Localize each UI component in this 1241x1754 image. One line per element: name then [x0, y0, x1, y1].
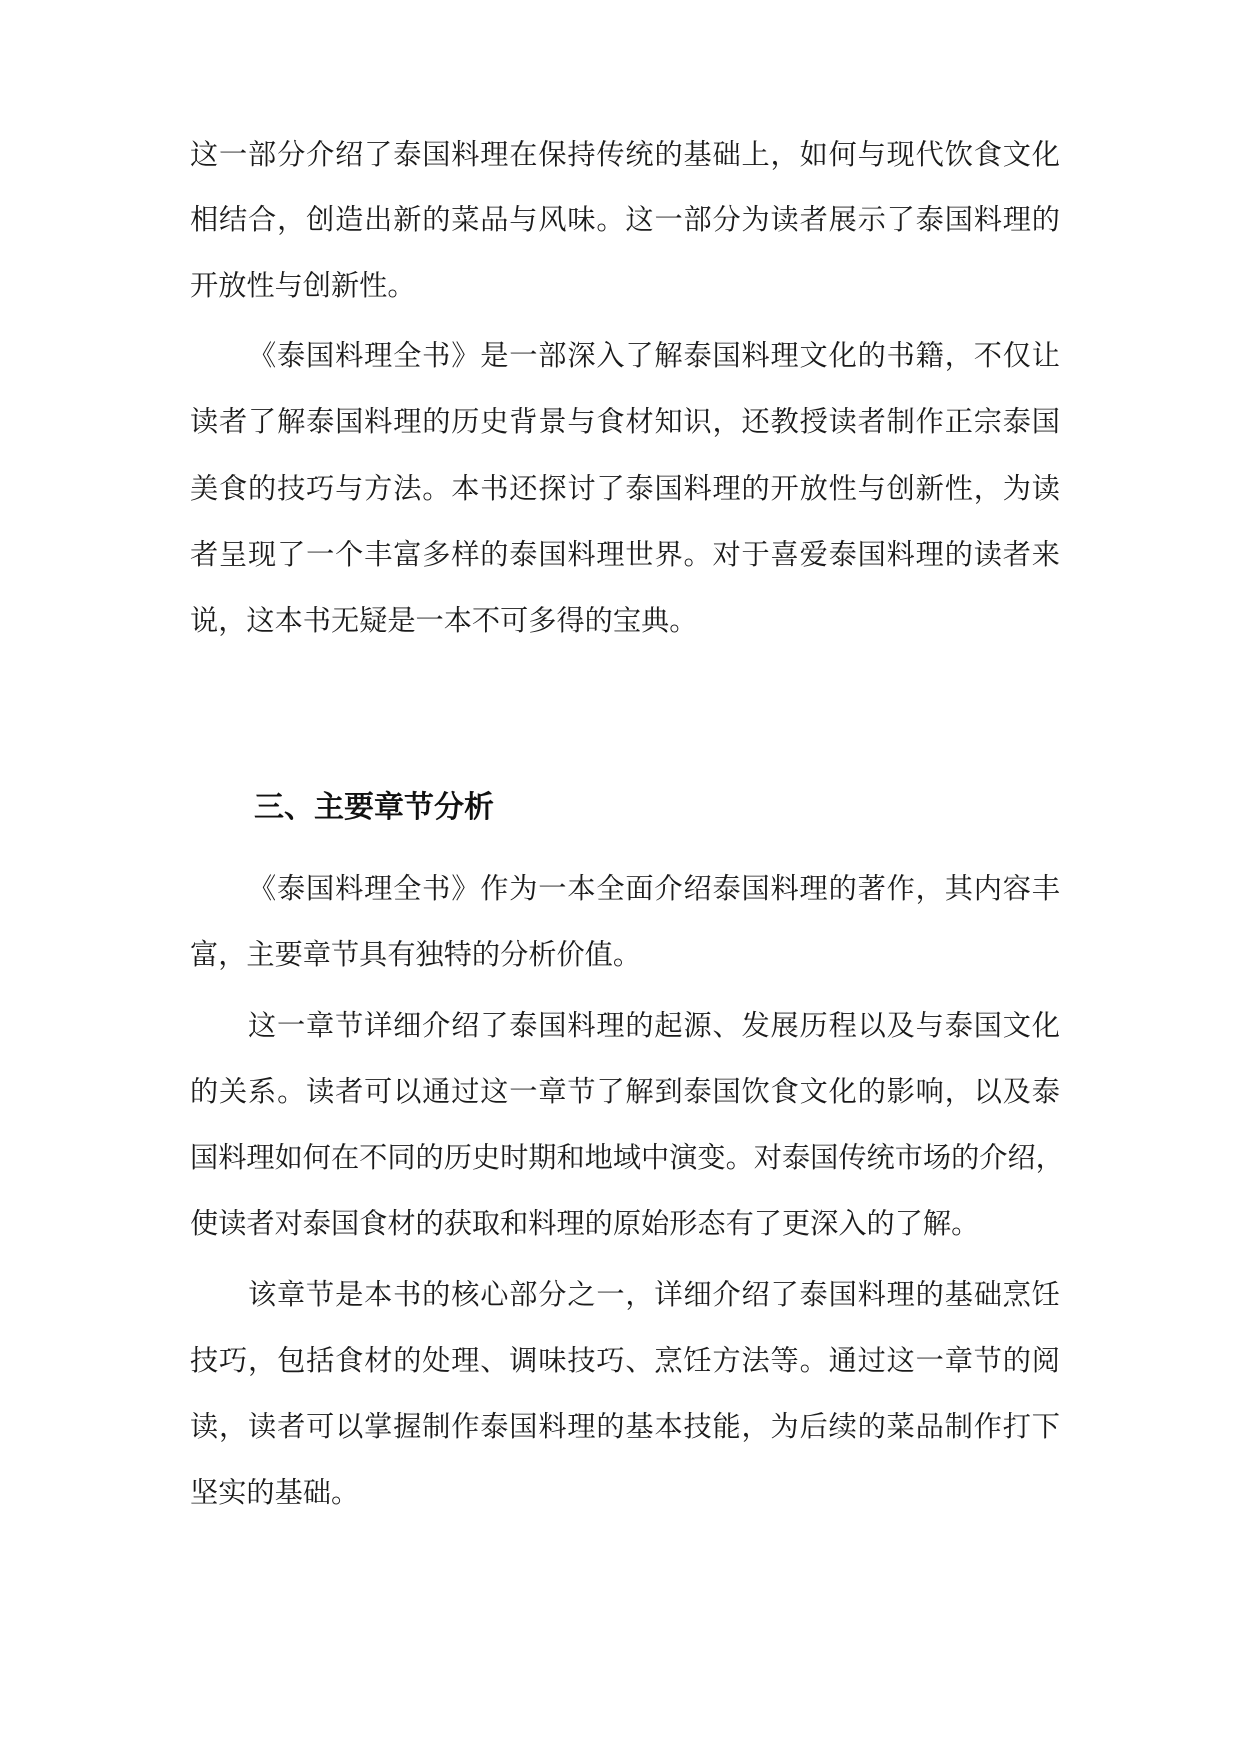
paragraph-line: 美食的技巧与方法。本书还探讨了泰国料理的开放性与创新性，为读: [190, 472, 1060, 505]
paragraph-line: 的关系。读者可以通过这一章节了解到泰国饮食文化的影响，以及泰: [190, 1075, 1060, 1108]
paragraph-line: 说，这本书无疑是一本不可多得的宝典。: [190, 604, 698, 637]
paragraph-line: 使读者对泰国食材的获取和料理的原始形态有了更深入的了解。: [190, 1207, 980, 1240]
paragraph-line: 相结合，创造出新的菜品与风味。这一部分为读者展示了泰国料理的: [190, 203, 1060, 236]
paragraph-line: 这一部分介绍了泰国料理在保持传统的基础上，如何与现代饮食文化: [190, 138, 1060, 171]
paragraph-line: 富，主要章节具有独特的分析价值。: [190, 938, 642, 971]
paragraph-line: 这一章节详细介绍了泰国料理的起源、发展历程以及与泰国文化: [248, 1009, 1060, 1042]
section-heading: 三、主要章节分析: [254, 790, 494, 825]
paragraph-line: 技巧，包括食材的处理、调味技巧、烹饪方法等。通过这一章节的阅: [190, 1344, 1060, 1377]
paragraph-line: 读者了解泰国料理的历史背景与食材知识，还教授读者制作正宗泰国: [190, 405, 1060, 438]
paragraph-line: 开放性与创新性。: [190, 269, 416, 302]
paragraph-line: 者呈现了一个丰富多样的泰国料理世界。对于喜爱泰国料理的读者来: [190, 538, 1060, 571]
paragraph-line: 读，读者可以掌握制作泰国料理的基本技能，为后续的菜品制作打下: [190, 1410, 1060, 1443]
paragraph-line: 该章节是本书的核心部分之一，详细介绍了泰国料理的基础烹饪: [248, 1278, 1060, 1311]
paragraph-line: 《泰国料理全书》作为一本全面介绍泰国料理的著作，其内容丰: [248, 872, 1060, 905]
paragraph-line: 《泰国料理全书》是一部深入了解泰国料理文化的书籍，不仅让: [248, 339, 1060, 372]
paragraph-line: 坚实的基础。: [190, 1476, 360, 1509]
paragraph-line: 国料理如何在不同的历史时期和地域中演变。对泰国传统市场的介绍，: [190, 1141, 1064, 1174]
